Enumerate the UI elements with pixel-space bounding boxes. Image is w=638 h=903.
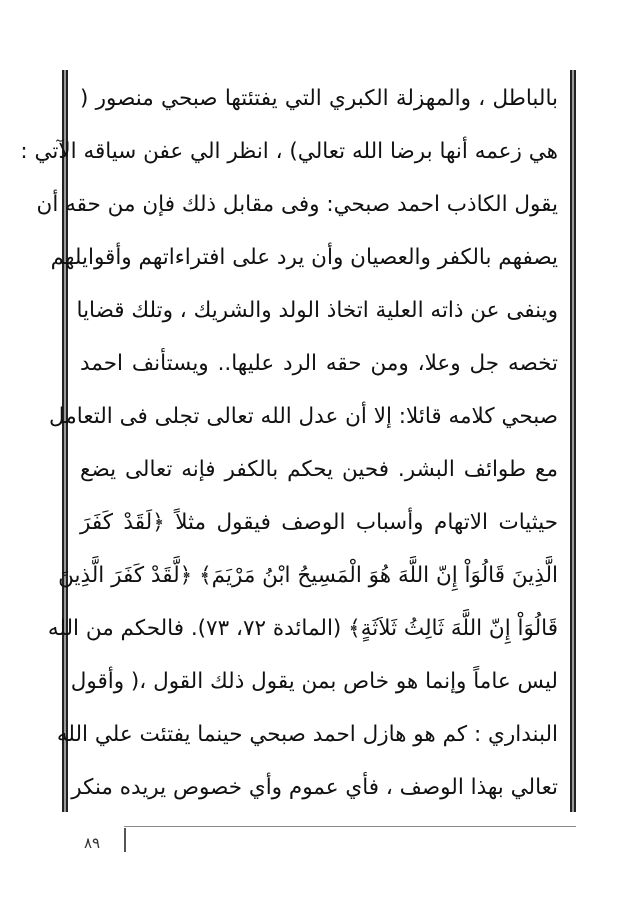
text-line: صبحي كلامه قائلا: إلا أن عدل الله تعالى تجلى فى التعامل [49, 404, 558, 429]
text-line: يقول الكاذب احمد صبحي: وفى مقابل ذلك فإن من حقه أن [36, 192, 558, 217]
right-border-rule [570, 70, 576, 812]
page-number: ٨٩ [84, 834, 101, 852]
text-line: وينفى عن ذاته العلية اتخاذ الولد والشريك ، وتلك قضايا [76, 298, 558, 323]
text-line: مع طوائف البشر. فحين يحكم بالكفر فإنه تعالى يضع [80, 457, 558, 482]
text-line: حيثيات الاتهام وأسباب الوصف فيقول مثلاً ﴿لَقَدْ كَفَرَ [80, 510, 558, 535]
body-text [20, 72, 558, 812]
text-line: يصفهم بالكفر والعصيان وأن يرد على افتراءاتهم وأقوايلهم [50, 245, 558, 270]
text-line: الَّذِينَ قَالُوَاْ إِنّ اللَّهَ هُوَ الْمَسِيحُ ابْنُ مَرْيَمَ﴾ ﴿لَّقَدْ كَفَرَ الَّذِينَ [58, 563, 558, 588]
page-number-divider [124, 828, 126, 852]
text-line: تعالي بهذا الوصف ، فأي عموم وأي خصوص يريده منكر [71, 775, 558, 800]
text-line: بالباطل ، والمهزلة الكبري التي يفتئتها صبحي منصور ( [80, 86, 558, 111]
text-line: البنداري : كم هو هازل احمد صبحي حينما يفتئت علي الله [56, 722, 558, 747]
page-text-frame [20, 70, 576, 812]
text-line: هي زعمه أنها برضا الله تعالي) ، انظر الي عفن سياقه الآتي : [20, 139, 558, 164]
text-line: قَالُوَاْ إِنّ اللَّهَ ثَالِثُ ثَلاَثَةٍ﴾ (المائدة ٧٢، ٧٣). فالحكم من الله [47, 616, 558, 641]
footer-rule [124, 826, 576, 827]
text-line: تخصه جل وعلا، ومن حقه الرد عليها.. ويستأنف احمد [80, 351, 558, 376]
text-line: ليس عاماً وإنما هو خاص بمن يقول ذلك القول ،( وأقول [70, 669, 558, 694]
page-footer [62, 826, 576, 856]
